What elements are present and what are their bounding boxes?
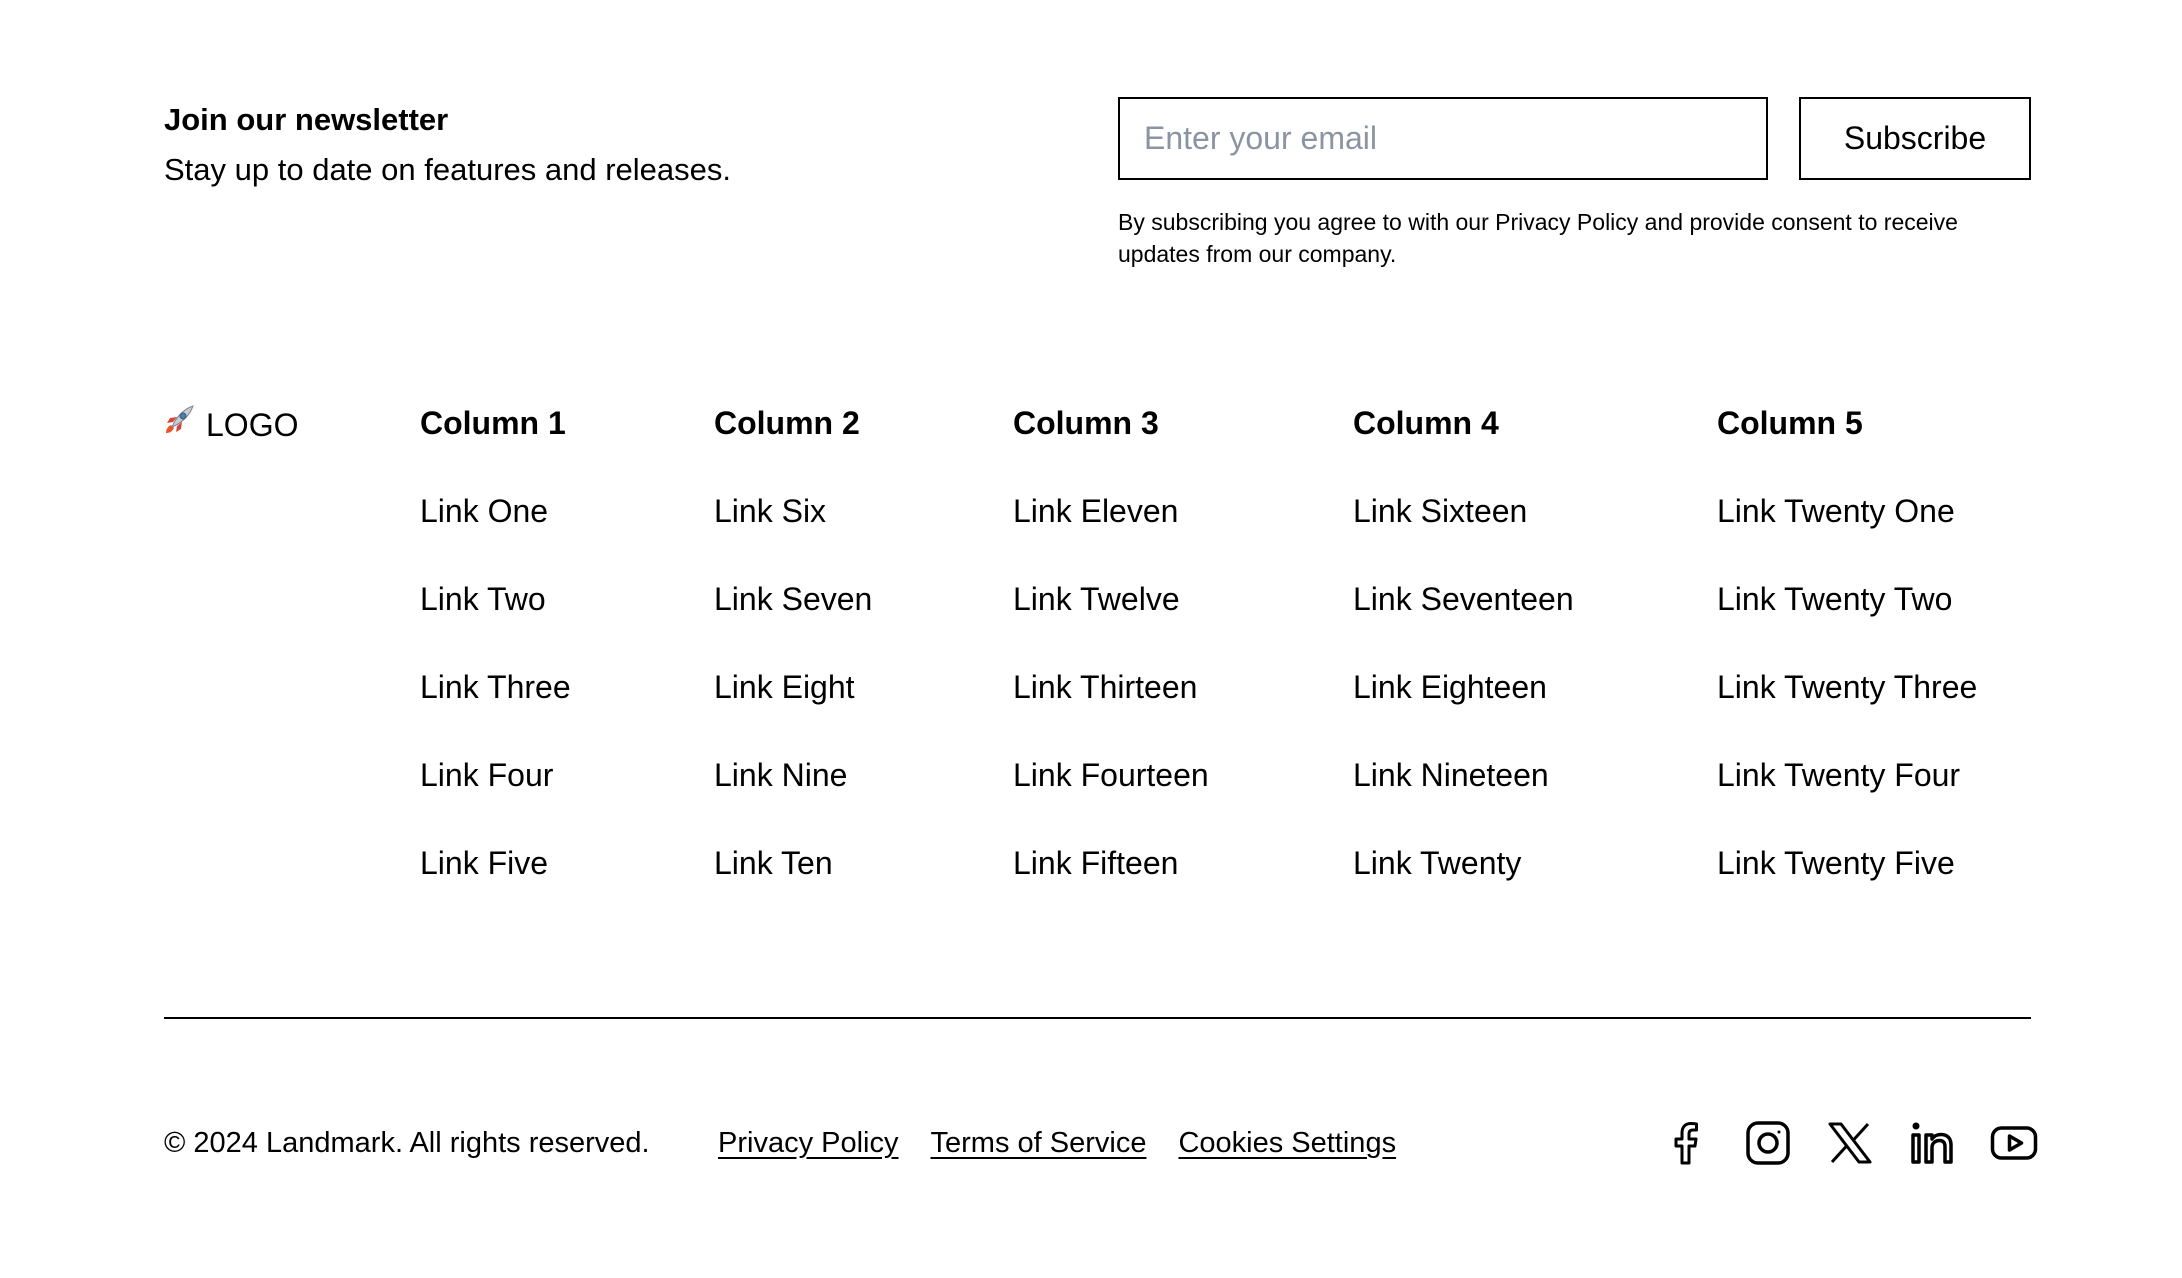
footer-link[interactable]: Link One (420, 493, 549, 529)
social-links (1662, 1118, 2038, 1168)
link-column-2 (714, 403, 872, 883)
logo[interactable] (162, 403, 298, 446)
footer-link[interactable]: Link Four (420, 757, 554, 793)
footer-link[interactable]: Link Twenty Five (1717, 845, 1955, 881)
footer-divider (164, 1017, 2031, 1019)
link-column-4 (1353, 403, 1574, 883)
footer-link[interactable]: Link Ten (714, 845, 833, 881)
footer-link[interactable]: Link Twenty Two (1717, 581, 1953, 617)
column-heading: Column 3 (1013, 405, 1159, 441)
footer-link[interactable]: Link Twenty One (1717, 493, 1955, 529)
x-icon[interactable] (1826, 1118, 1874, 1168)
footer-link[interactable]: Link Five (420, 845, 549, 881)
facebook-icon[interactable] (1662, 1118, 1710, 1168)
instagram-icon[interactable] (1744, 1118, 1792, 1168)
linkedin-icon[interactable] (1908, 1118, 1956, 1168)
email-input[interactable] (1118, 97, 1768, 180)
youtube-icon[interactable] (1990, 1118, 2038, 1168)
footer-link[interactable]: Link Nine (714, 757, 848, 793)
footer-link[interactable]: Link Three (420, 669, 571, 705)
footer-link[interactable]: Link Six (714, 493, 827, 529)
footer-link[interactable]: Link Seven (714, 581, 873, 617)
footer-link[interactable]: Link Twelve (1013, 581, 1180, 617)
link-column-3 (1013, 403, 1209, 883)
subscribe-button[interactable]: Subscribe (1799, 97, 2031, 180)
footer-link[interactable]: Link Twenty Three (1717, 669, 1978, 705)
copyright-text: © 2024 Landmark. All rights reserved. (164, 1127, 650, 1159)
column-heading: Column 1 (420, 405, 566, 441)
link-column-1 (420, 403, 571, 883)
consent-text: By subscribing you agree to with our Privacy Policy and provide consent to receive updates from our company. (1118, 209, 1958, 267)
newsletter-subtitle: Stay up to date on features and releases. (164, 152, 731, 187)
footer-link[interactable]: Link Two (420, 581, 546, 617)
column-heading: Column 5 (1717, 405, 1863, 441)
footer-link[interactable]: Link Fifteen (1013, 845, 1179, 881)
footer-link[interactable]: Link Sixteen (1353, 493, 1528, 529)
footer-link[interactable]: Link Fourteen (1013, 757, 1209, 793)
footer-link[interactable]: Link Nineteen (1353, 757, 1549, 793)
footer-link[interactable]: Link Eight (714, 669, 855, 705)
rocket-icon (162, 403, 196, 446)
footer-link[interactable]: Link Thirteen (1013, 669, 1198, 705)
footer-link[interactable]: Link Twenty Four (1717, 757, 1961, 793)
column-heading: Column 2 (714, 405, 860, 441)
link-column-5 (1717, 403, 1977, 883)
newsletter-title: Join our newsletter (164, 102, 449, 137)
logo-text: LOGO (206, 406, 299, 443)
terms-of-service-link[interactable]: Terms of Service (930, 1127, 1147, 1159)
footer-link[interactable]: Link Seventeen (1353, 581, 1574, 617)
footer-link[interactable]: Link Eighteen (1353, 669, 1547, 705)
legal-links (718, 1123, 1396, 1163)
column-heading: Column 4 (1353, 405, 1499, 441)
footer-link[interactable]: Link Twenty (1353, 845, 1522, 881)
footer-link[interactable]: Link Eleven (1013, 493, 1179, 529)
privacy-policy-link[interactable]: Privacy Policy (718, 1127, 899, 1159)
cookies-settings-link[interactable]: Cookies Settings (1178, 1127, 1397, 1159)
